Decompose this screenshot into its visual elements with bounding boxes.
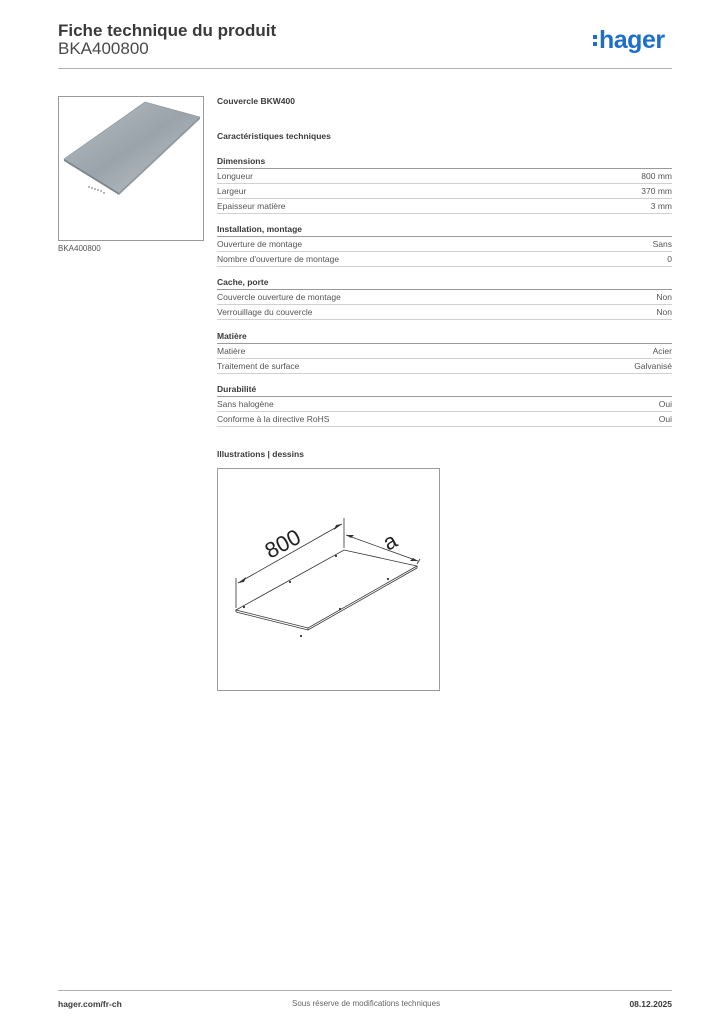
spec-value: 3 mm xyxy=(650,201,672,211)
spec-row xyxy=(217,184,672,199)
spec-label: Conforme à la directive RoHS xyxy=(217,414,330,424)
spec-row xyxy=(217,344,672,359)
spec-label: Couvercle ouverture de montage xyxy=(217,292,341,302)
spec-label: Verrouillage du couvercle xyxy=(217,307,313,317)
spec-label: Longueur xyxy=(217,171,253,181)
spec-value: Sans xyxy=(652,239,672,249)
section-installation xyxy=(217,222,672,267)
section-title: Cache, porte xyxy=(217,275,672,290)
spec-value: 0 xyxy=(667,254,672,264)
spec-label: Matière xyxy=(217,346,246,356)
spec-row xyxy=(217,305,672,320)
spec-label: Nombre d'ouverture de montage xyxy=(217,254,340,264)
footer-divider xyxy=(58,990,672,991)
footer-disclaimer: Sous réserve de modifications techniques xyxy=(292,999,441,1008)
spec-value: Non xyxy=(656,292,672,302)
spec-row xyxy=(217,290,672,305)
spec-value: Oui xyxy=(658,414,672,424)
spec-label: Ouverture de montage xyxy=(217,239,303,249)
dimension-length-label: 800 xyxy=(260,524,305,564)
spec-row xyxy=(217,359,672,374)
spec-row xyxy=(217,252,672,267)
spec-label: Sans halogène xyxy=(217,399,274,409)
spec-value: Acier xyxy=(652,346,672,356)
product-name: Couvercle BKW400 xyxy=(217,96,295,106)
hager-logo xyxy=(593,26,665,55)
section-matiere xyxy=(217,329,672,374)
header-divider xyxy=(58,68,672,69)
spec-row xyxy=(217,412,672,427)
section-title: Installation, montage xyxy=(217,222,672,237)
section-title: Dimensions xyxy=(217,154,672,169)
section-dimensions xyxy=(217,154,672,214)
product-image-caption: BKA400800 xyxy=(58,244,101,253)
technical-drawing-frame xyxy=(217,468,440,691)
logo-dots-icon xyxy=(593,33,597,47)
spec-row xyxy=(217,237,672,252)
section-cache-porte xyxy=(217,275,672,320)
spec-label: Epaisseur matière xyxy=(217,201,286,211)
spec-label: Traitement de surface xyxy=(217,361,300,371)
section-durabilite xyxy=(217,382,672,427)
spec-row xyxy=(217,397,672,412)
section-title: Durabilité xyxy=(217,382,672,397)
spec-value: Galvanisé xyxy=(634,361,672,371)
product-code: BKA400800 xyxy=(58,39,149,58)
footer-date: 08.12.2025 xyxy=(629,999,672,1009)
logo-text: hager xyxy=(599,26,665,54)
spec-value: 370 mm xyxy=(641,186,672,196)
product-photo xyxy=(59,97,203,240)
section-title: Matière xyxy=(217,329,672,344)
spec-value: Oui xyxy=(658,399,672,409)
spec-row xyxy=(217,199,672,214)
product-image-frame xyxy=(58,96,204,241)
spec-value: Non xyxy=(656,307,672,317)
dimension-width-label: a xyxy=(378,527,402,556)
spec-label: Largeur xyxy=(217,186,247,196)
illustrations-heading: Illustrations | dessins xyxy=(217,449,304,459)
characteristics-heading: Caractéristiques techniques xyxy=(217,131,331,141)
spec-value: 800 mm xyxy=(641,171,672,181)
page-title: Fiche technique du produit xyxy=(58,21,277,40)
spec-row xyxy=(217,169,672,184)
footer-website-link[interactable]: hager.com/fr-ch xyxy=(58,999,122,1009)
technical-drawing xyxy=(218,469,439,690)
